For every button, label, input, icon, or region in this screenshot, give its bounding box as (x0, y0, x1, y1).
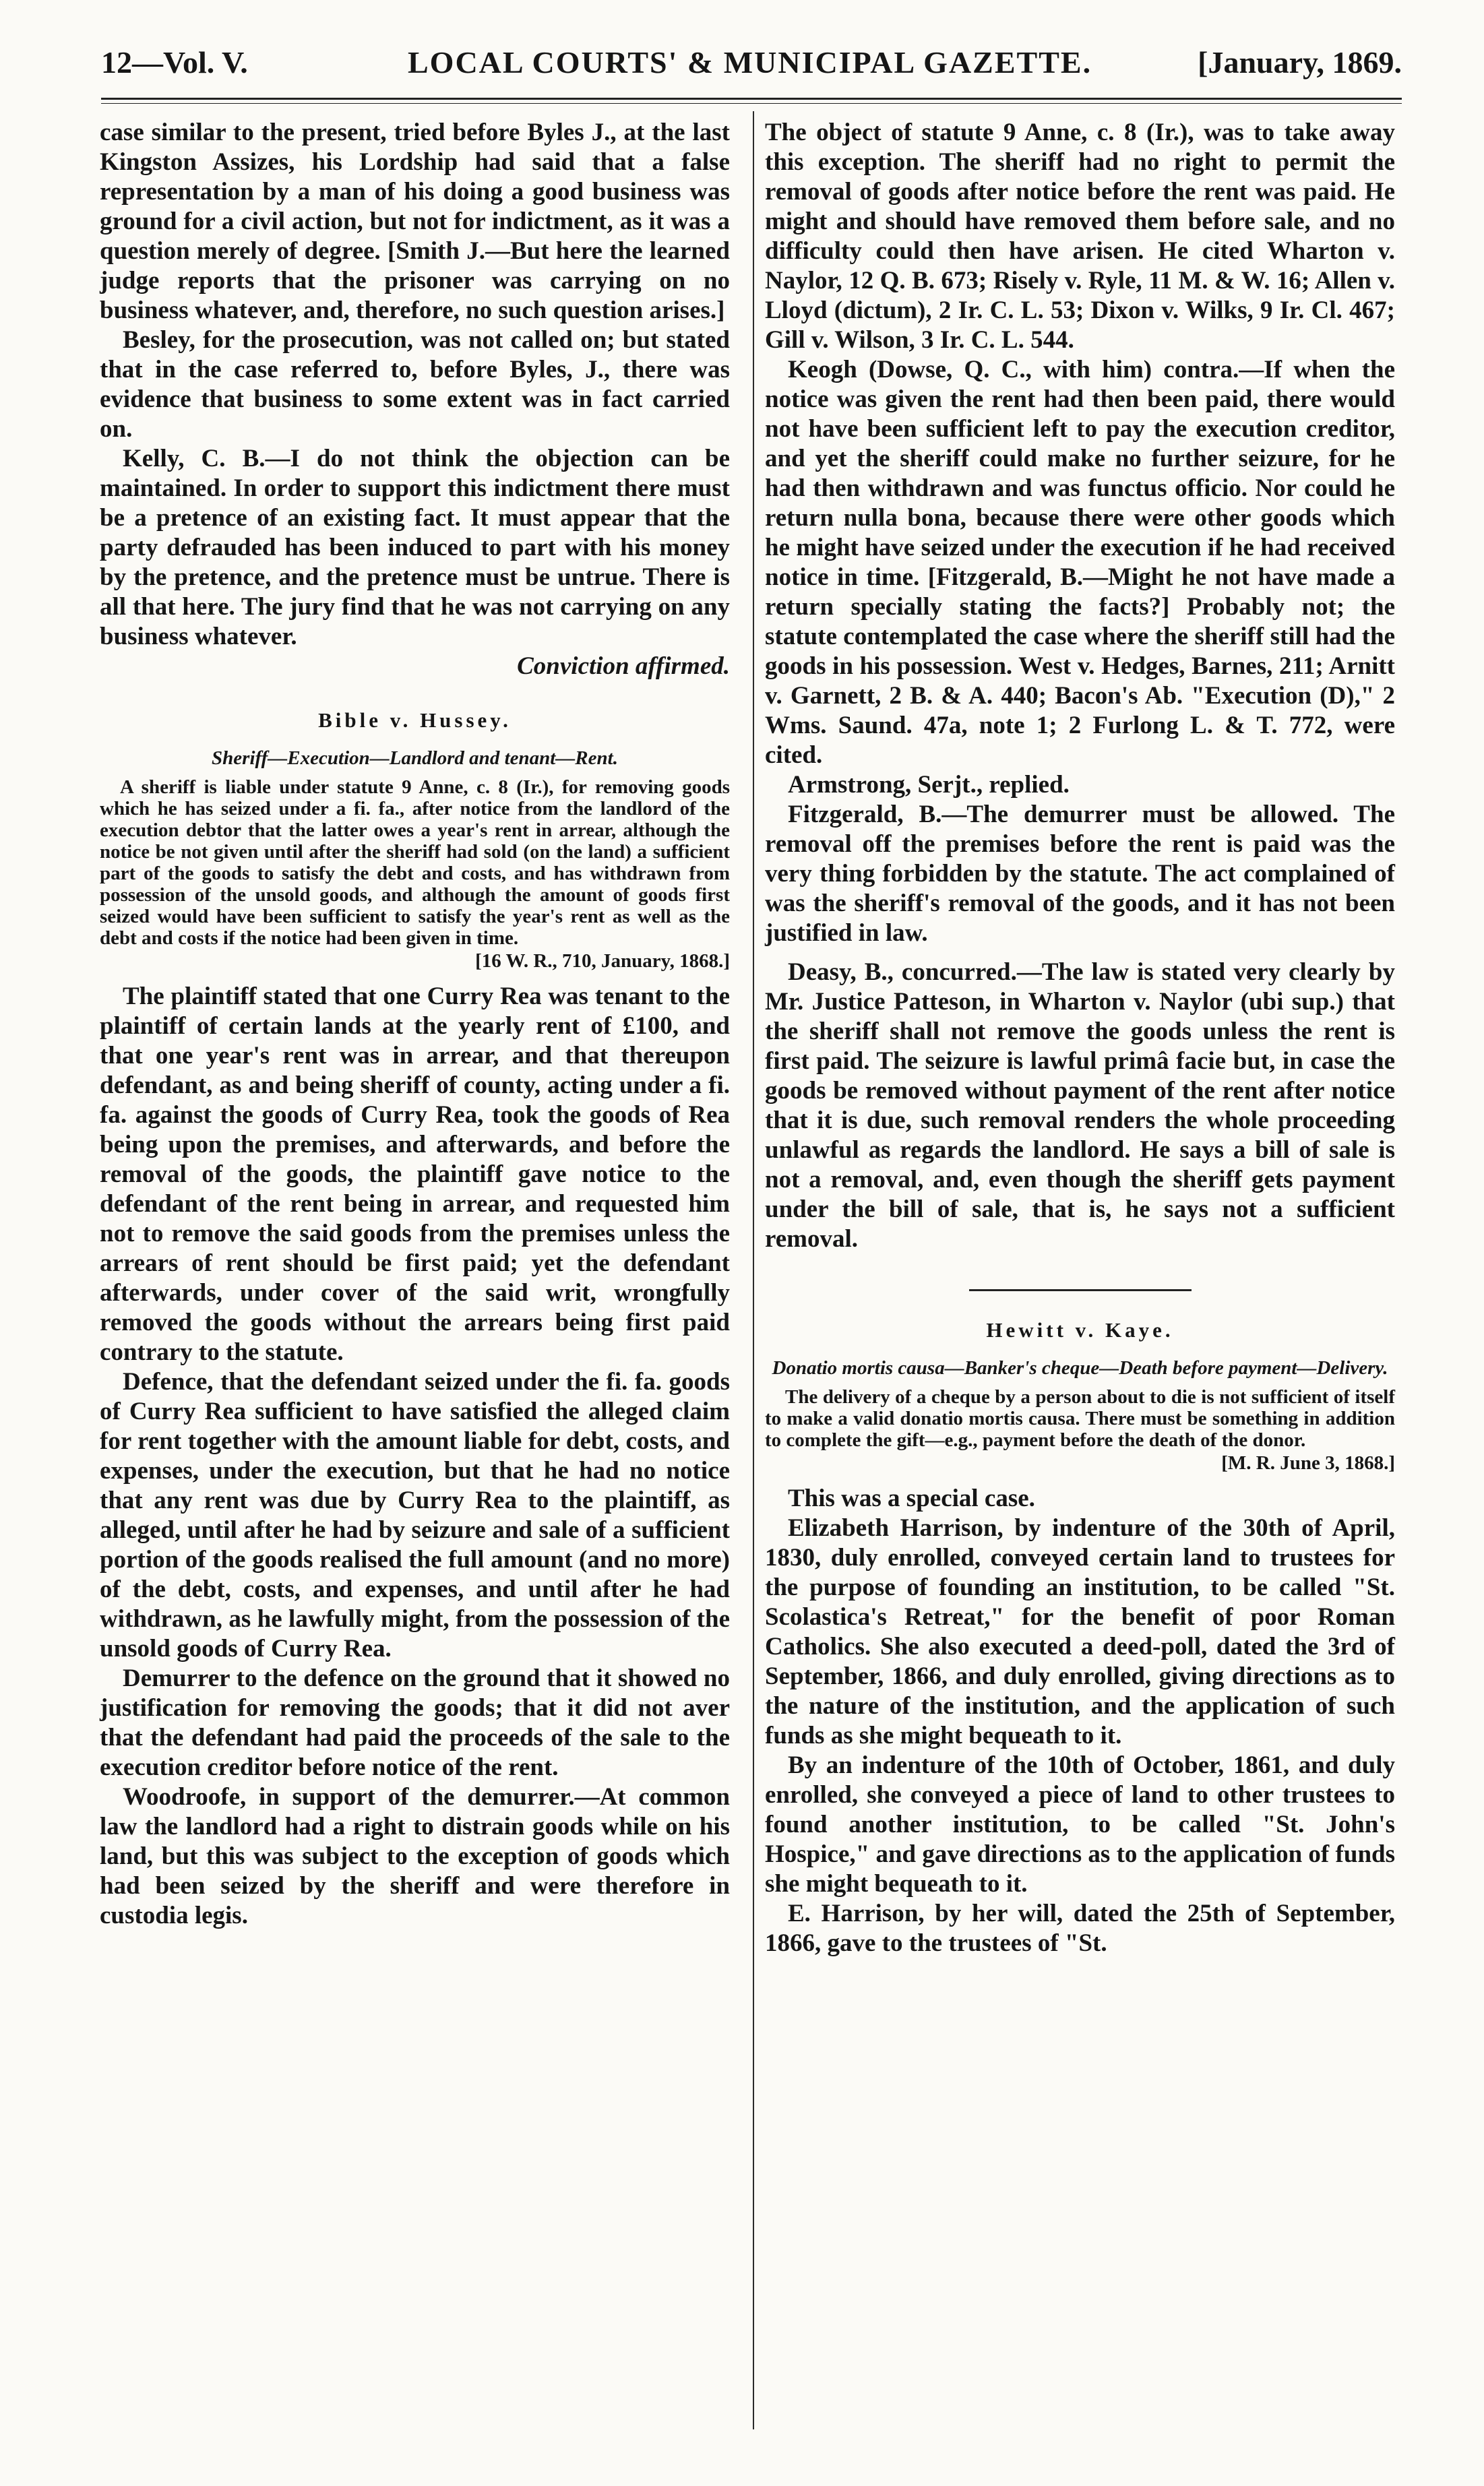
paragraph: Kelly, C. B.—I do not think the objection can be maintained. In order to support this indictment there must be a pretence of an existing fact. It must appear that the party defrauded has been induced to part with his money by the pretence, and the pretence must be untrue. There is all that here. The jury find that he was not carrying on any business whatever. (100, 445, 730, 650)
issue-date: [January, 1869. (1198, 45, 1402, 80)
case-citation: [16 W. R., 710, January, 1868.] (475, 950, 730, 972)
case-subtitle: Donatio mortis causa—Banker's cheque—Death before payment—Delivery. (772, 1357, 1388, 1379)
paragraph: Armstrong, Serjt., replied. (788, 771, 1070, 799)
left-column (100, 118, 730, 1931)
paragraph: Keogh (Dowse, Q. C., with him) contra.—If when the notice was given the rent had then been paid, there would not have been sufficient left to pay the execution creditor, and yet the sheriff could make no further seizure, for he had then withdrawn and was functus officio. Nor could he return nulla bona, because there were other goods which he might have seized under the execution if he had received notice in time. [Fitzgerald, B.—Might he not have made a return specially stating the facts?] Probably not; the statute contemplated the case where the sheriff still had the goods in his possession. West v. Hedges, Barnes, 211; Arnitt v. Garnett, 2 B. & A. 440; Bacon's Ab. "Execution (D)," 2 Wms. Saund. 47a, note 1; 2 Furlong L. & T. 772, were cited. (765, 356, 1395, 769)
paragraph: case similar to the present, tried before Byles J., at the last Kingston Assizes, his Lordship had said that a false representation by a man of his doing a good business was ground for a civil action, but not for indictment, as it was a question merely of degree. [Smith J.—But here the learned judge reports that the prisoner was carrying on no business whatever, and, therefore, no such question arises.] (100, 119, 730, 324)
paragraph: By an indenture of the 10th of October, 1861, and duly enrolled, she conveyed a piece of land to other trustees to found another institution, to be called "St. John's Hospice," and gave directions as to the application of funds she might bequeath to it. (765, 1751, 1395, 1898)
paragraph: The object of statute 9 Anne, c. 8 (Ir.), was to take away this exception. The sheriff had no right to permit the removal of goods after notice before the rent was paid. He might and should have removed them before sale, and no difficulty could then have arisen. He cited Wharton v. Naylor, 12 Q. B. 673; Risely v. Ryle, 11 M. & W. 16; Allen v. Lloyd (dictum), 2 Ir. C. L. 53; Dixon v. Wilks, 9 Ir. Cl. 467; Gill v. Wilson, 3 Ir. C. L. 544. (765, 119, 1395, 354)
spacer (765, 948, 1395, 958)
paragraph: Fitzgerald, B.—The demurrer must be allowed. The removal off the premises before the rent is paid was the very thing forbidden by the statute. The act complained of was the sheriff's removal of the goods, and it has not been justified in law. (765, 801, 1395, 947)
paragraph: Defence, that the defendant seized under the fi. fa. goods of Curry Rea sufficient to have satisfied the alleged claim for rent together with the amount liable for debt, costs, and expenses, under the execution, but that he had no notice that any rent was due by Curry Rea to the plaintiff, as alleged, until after he had by seizure and sale of a sufficient portion of the goods realised the full amount (and no more) of the debt, costs, and expenses, and until after he had withdrawn, as he lawfully might, from the possession of the unsold goods of Curry Rea. (100, 1368, 730, 1662)
publication-title: LOCAL COURTS' & MUNICIPAL GAZETTE. (408, 45, 1092, 80)
column-divider (753, 111, 754, 2429)
headnote: A sheriff is liable under statute 9 Anne, c. 8 (Ir.), for removing goods which he has seized under a fi. fa., after notice from the landlord of the execution debtor that the latter owes a year's rent in arrear, although the notice be not given until after the sheriff had sold (on the land) a sufficient part of the goods to satisfy the debt and costs, and has withdrawn from possession of the unsold goods, and although the amount of goods first seized would have been sufficient to satisfy the year's rent as well as the debt and costs if the notice had been given in time. (100, 776, 730, 949)
paragraph: Woodroofe, in support of the demurrer.—At common law the landlord had a right to distrain goods while on his land, but this was subject to the exception of goods which had been seized by the sheriff and were therefore in custodia legis. (100, 1783, 730, 1929)
case-subtitle: Sheriff—Execution—Landlord and tenant—Rent. (212, 747, 618, 769)
paragraph: This was a special case. (788, 1485, 1035, 1512)
case-citation: [M. R. June 3, 1868.] (1221, 1452, 1395, 1474)
section-rule (969, 1289, 1192, 1291)
case-title: Bible v. Hussey. (318, 708, 512, 732)
case-result: Conviction affirmed. (517, 652, 730, 680)
paragraph: Besley, for the prosecution, was not called on; but stated that in the case referred to, before Byles, J., there was evidence that business to some extent was in fact carried on. (100, 326, 730, 443)
paragraph: Deasy, B., concurred.—The law is stated very clearly by Mr. Justice Patteson, in Wharton v. Naylor (ubi sup.) that the sheriff shall not remove the goods unless the rent is first paid. The seizure is lawful primâ facie but, in case the goods be removed without payment of the rent after notice that it is due, such removal renders the whole proceeding unlawful as regards the landlord. He says a bill of sale is not a removal, and, even though the sheriff gets payment under the bill of sale, that is, he says not a sufficient removal. (765, 958, 1395, 1253)
paragraph: The plaintiff stated that one Curry Rea was tenant to the plaintiff of certain lands at the yearly rent of £100, and that one year's rent was in arrear, and that thereupon defendant, as and being sheriff of county, acting under a fi. fa. against the goods of Curry Rea, took the goods of Rea being upon the premises, and afterwards, and before the removal of the goods, the plaintiff gave notice to the defendant of the rent being in arrear, and requested him not to remove the said goods from the premises unless the arrears of rent should be first paid; yet the defendant afterwards, under cover of the said writ, wrongfully removed the goods without the arrears being first paid contrary to the statute. (100, 983, 730, 1366)
paragraph: Elizabeth Harrison, by indenture of the 30th of April, 1830, duly enrolled, conveyed certain land to trustees for the purpose of founding an institution, to be called "St. Scolastica's Retreat," for the benefit of poor Roman Catholics. She also executed a deed-poll, dated the 3rd of September, 1866, and duly enrolled, giving directions as to the nature of the institution, and the application of such funds as she might bequeath to it. (765, 1514, 1395, 1749)
case-title: Hewitt v. Kaye. (986, 1318, 1174, 1342)
paragraph: E. Harrison, by her will, dated the 25th of September, 1866, gave to the trustees of "St. (765, 1900, 1395, 1957)
page-header (101, 39, 1402, 93)
page-volume: 12—Vol. V. (101, 45, 248, 80)
paragraph: Demurrer to the defence on the ground that it showed no justification for removing the goods; that it did not aver that the defendant had paid the proceeds of the sale to the execution creditor before notice of the rent. (100, 1665, 730, 1781)
header-rule (101, 98, 1402, 104)
headnote: The delivery of a cheque by a person about to die is not sufficient of itself to make a valid donatio mortis causa. There must be something in addition to complete the gift—e.g., payment before the death of the donor. (765, 1386, 1395, 1451)
right-column (765, 118, 1395, 1958)
